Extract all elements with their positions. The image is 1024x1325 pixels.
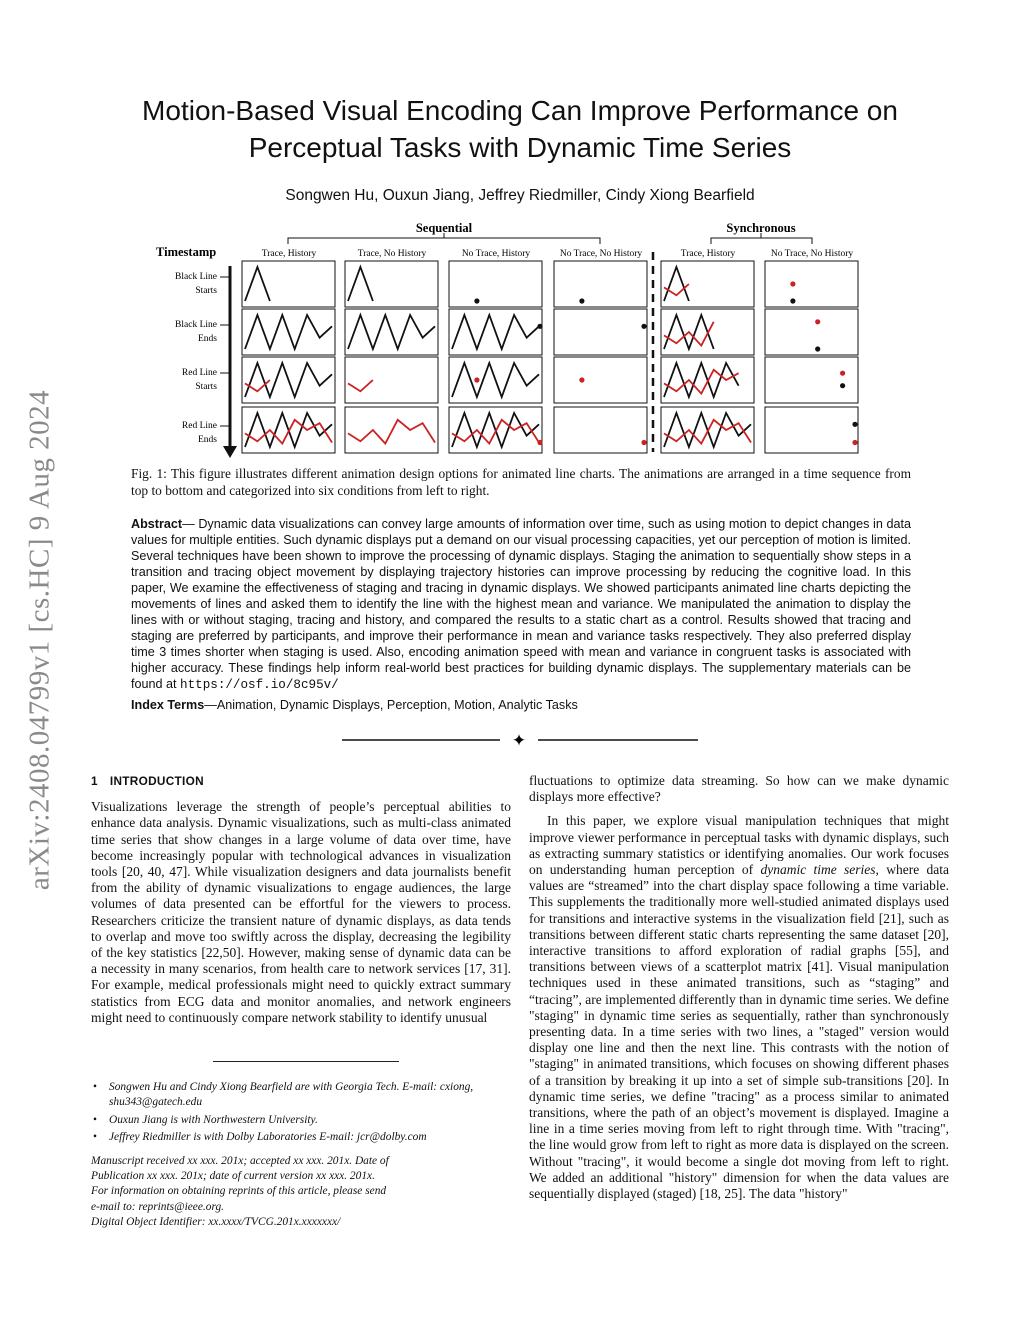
section-title: INTRODUCTION xyxy=(109,774,204,788)
timestamp-label: Timestamp xyxy=(156,245,217,259)
row-label-red-starts-2: Starts xyxy=(195,382,217,392)
manuscript-line-2: Publication xx xxx. 201x; date of current version xx xxx. 201x. xyxy=(91,1170,375,1183)
manuscript-line-4: e-mail to: reprints@ieee.org. xyxy=(91,1200,225,1213)
panel-r2-c6-red-dot xyxy=(815,319,820,324)
panel-r1-c3-black-dot xyxy=(474,298,479,303)
intro-paragraph-2 xyxy=(529,813,949,1202)
left-column xyxy=(91,773,511,1034)
manuscript-line-3: For information on obtaining reprints of this article, please send xyxy=(91,1185,387,1198)
column-header-2: Trace, No History xyxy=(357,249,427,259)
intro-paragraph-continued: fluctuations to optimize data streaming. So how can we make dynamic displays more effective? xyxy=(529,773,949,805)
manuscript-info xyxy=(91,1154,511,1231)
panel-frame-r1-c5 xyxy=(661,261,754,307)
panel-r1-c4-black-dot xyxy=(579,298,584,303)
panel-r3-c6-black-dot xyxy=(840,383,845,388)
panel-frame-r1-c3 xyxy=(449,261,542,307)
index-terms-label: Index Terms xyxy=(131,698,205,712)
footnote-affiliation-2: • Ouxun Jiang is with Northwestern University. xyxy=(91,1113,511,1128)
panel-r4-c6-black-dot xyxy=(852,422,857,427)
figure-caption-text: This figure illustrates different animation design options for animated line charts. The animations are arranged in a time sequence from top to bottom and categorized into six conditions from left to right. xyxy=(131,466,911,498)
panel-frame-r1-c2 xyxy=(345,261,438,307)
intro-paragraph-2-rest: , where data values are “streamed” into the chart display space following a time variable. This supplements the traditionally more well-studied animated displays used for transitions and interactive systems in the visualization field [21], such as transitions between different static charts representing the same dataset [20], interactive transitions to afford exploration of radial graphs [55], and transitions between views of a scatterplot matrix [41]. Visual manipulation techniques used in these animated transitions, such as “staging” and “tracing”, are implemented differently than in dynamic time series. We define "staging" in dynamic time series as sequentially, rather than synchronously presenting data. In a time series with two lines, a "staged" version would display one line and then the next line. This contrasts with the notion of "staging" in animated transitions, which focuses on showing different phases of a transition by breaking it up into a set of simple sub-transitions [20]. In dynamic time series, we define "tracing" as a process similar to animated transitions, where the path of an object’s movement is displayed. Imagine a line in a time series moving from left to right through time. With "tracing", the line would grow from left to right as more data is displayed on the screen. Without "tracing", it would become a single dot moving from left to right. We added an additional "history" dimension for when the data values are sequentially displayed (staged) [18, 25]. The data "history" xyxy=(529,862,949,1202)
paper-title: Motion-Based Visual Encoding Can Improve Performance on Perceptual Tasks with Dynamic Time Series xyxy=(142,95,898,163)
author-list: Songwen Hu, Ouxun Jiang, Jeffrey Riedmiller, Cindy Xiong Bearfield xyxy=(285,187,755,204)
right-column xyxy=(529,773,949,1210)
panel-frame-r4-c6 xyxy=(765,407,858,453)
abstract-text: — Dynamic data visualizations can convey large amounts of information over time, such as using motion to depict changes in data values for multiple entities. Such dynamic displays put a demand on our visual processing capacities, yet our perception of motion is limited. Several techniques have been shown to improve the processing of dynamic displays. Staging the animation to sequentially show steps in a transition and tracing object movement by displaying trajectory histories can improve processing by reducing the cognitive load. In this paper, We examine the effectiveness of staging and tracing in dynamic displays. We showed participants animated line charts depicting the movements of lines and asked them to identify the line with the highest mean and variance. We manipulated the animation to display the lines with or without staging, tracing and history, and compared the results to a static chart as a control. Results showed that tracing and staging are preferred by participants, and improve their performance in mean and variance tasks respectively. They also preferred display time 3 times shorter when staging is used. Also, encoding animation speed with mean and variance in congruent tasks is associated with higher accuracy. These findings help inform real-world best practices for building dynamic displays. The supplementary materials can be found at xyxy=(131,517,911,691)
panel-frame-r3-c4 xyxy=(554,357,647,403)
supplementary-link[interactable]: https://osf.io/8c95v/ xyxy=(180,678,339,692)
intro-paragraph-1: Visualizations leverage the strength of people’s perceptual abilities to enhance data analysis. Dynamic visualizations, such as multi-class animated time series that show changes in a large volume of data over time, have become increasingly popular with technological advances in visualization tools [20, 40, 47]. While visualization designers and data journalists benefit from the ability of dynamic visualizations to engage audiences, the large volumes of data presented can be effortful for the viewers to process. Researchers criticize the transient nature of dynamic displays, as data tends to overlap and move too swiftly across the display, decreasing the legibility of the key statistics [22,50]. However, making sense of dynamic data can be a necessity in many scenarios, from health care to network services [17, 31]. For example, medical professionals might need to quickly extract summary statistics from ECG data and monitor anomalies, and network engineers might need to continuously compare network stability to identify unusual xyxy=(91,799,511,1025)
row-label-black-starts-2: Starts xyxy=(195,286,217,296)
column-header-1: Trace, History xyxy=(261,249,317,259)
figure-1 xyxy=(150,216,870,461)
panel-frame-r3-c6 xyxy=(765,357,858,403)
abstract xyxy=(131,516,911,693)
panel-r4-c3-red-dot xyxy=(537,440,542,445)
separator-graphic xyxy=(340,730,700,750)
panel-r2-c6-black-dot xyxy=(815,346,820,351)
panel-frame-r3-c2 xyxy=(345,357,438,403)
bracket-sequential xyxy=(288,233,600,244)
figure-1-diagram xyxy=(150,216,870,461)
timestamp-arrowhead xyxy=(223,446,237,458)
manuscript-line-5: Digital Object Identifier: xx.xxxx/TVCG.201x.xxxxxxx/ xyxy=(91,1216,341,1229)
arxiv-identifier: arXiv:2408.04799v1 [cs.HC] 9 Aug 2024 xyxy=(23,389,56,891)
footnote-rule xyxy=(213,1061,399,1062)
row-label-black-starts-1: Black Line xyxy=(175,272,217,282)
row-label-black-ends-2: Ends xyxy=(198,334,217,344)
panel-r4-c6-red-dot xyxy=(852,440,857,445)
figure-caption xyxy=(131,465,911,499)
panel-grid xyxy=(242,261,858,453)
footnote-affiliation-1: • Songwen Hu and Cindy Xiong Bearfield are with Georgia Tech. E-mail: cxiong, shu343@gatech.edu xyxy=(91,1080,511,1111)
row-label-red-ends-2: Ends xyxy=(198,435,217,445)
row-label-red-ends-1: Red Line xyxy=(181,421,217,431)
row-label-red-starts-1: Red Line xyxy=(181,368,217,378)
panel-r1-c6-red-dot xyxy=(790,281,795,286)
group-label-synchronous: Synchronous xyxy=(726,221,796,235)
panel-frame-r1-c1 xyxy=(242,261,335,307)
panel-frame-r2-c6 xyxy=(765,309,858,355)
footnote-affiliation-3: • Jeffrey Riedmiller is with Dolby Laboratories E-mail: jcr@dolby.com xyxy=(91,1130,511,1145)
section-number: 1 xyxy=(91,774,98,788)
group-label-sequential: Sequential xyxy=(415,221,473,235)
column-header-5: Trace, History xyxy=(680,249,736,259)
section-heading xyxy=(91,773,511,789)
section-separator xyxy=(340,730,700,750)
intro-paragraph-2-start: In this paper, we explore visual manipulation techniques that might improve viewer performance in perceptual tasks with dynamic displays, such as extracting summary statistics or identifying anomalies. Our work focuses on understanding human perception of xyxy=(529,813,949,878)
panel-r2-c3-black-dot xyxy=(537,324,542,329)
panel-frame-r1-c6 xyxy=(765,261,858,307)
panel-r3-c4-red-dot xyxy=(579,377,584,382)
figure-caption-label: Fig. 1: xyxy=(131,466,167,481)
column-header-6: No Trace, No History xyxy=(770,249,854,259)
abstract-label: Abstract xyxy=(131,517,183,531)
column-header-3: No Trace, History xyxy=(461,249,531,259)
panel-r3-c3-red-dot xyxy=(474,377,479,382)
panel-r4-c4-red-dot xyxy=(641,440,646,445)
column-header-4: No Trace, No History xyxy=(559,249,643,259)
panel-frame-r2-c4 xyxy=(554,309,647,355)
panel-r1-c6-black-dot xyxy=(790,298,795,303)
intro-paragraph-2-emphasis: dynamic time series xyxy=(760,862,876,878)
index-terms xyxy=(131,698,911,712)
index-terms-text: —Animation, Dynamic Displays, Perception, Motion, Analytic Tasks xyxy=(204,698,578,712)
panel-frame-r1-c4 xyxy=(554,261,647,307)
row-label-black-ends-1: Black Line xyxy=(175,320,217,330)
panel-r3-c6-red-dot xyxy=(840,371,845,376)
footnotes xyxy=(91,1080,511,1231)
separator-ornament-icon: ✦ xyxy=(511,731,527,750)
panel-r2-c4-black-dot xyxy=(641,324,646,329)
panel-frame-r4-c4 xyxy=(554,407,647,453)
manuscript-line-1: Manuscript received xx xxx. 201x; accepted xx xxx. 201x. Date of xyxy=(91,1154,389,1167)
